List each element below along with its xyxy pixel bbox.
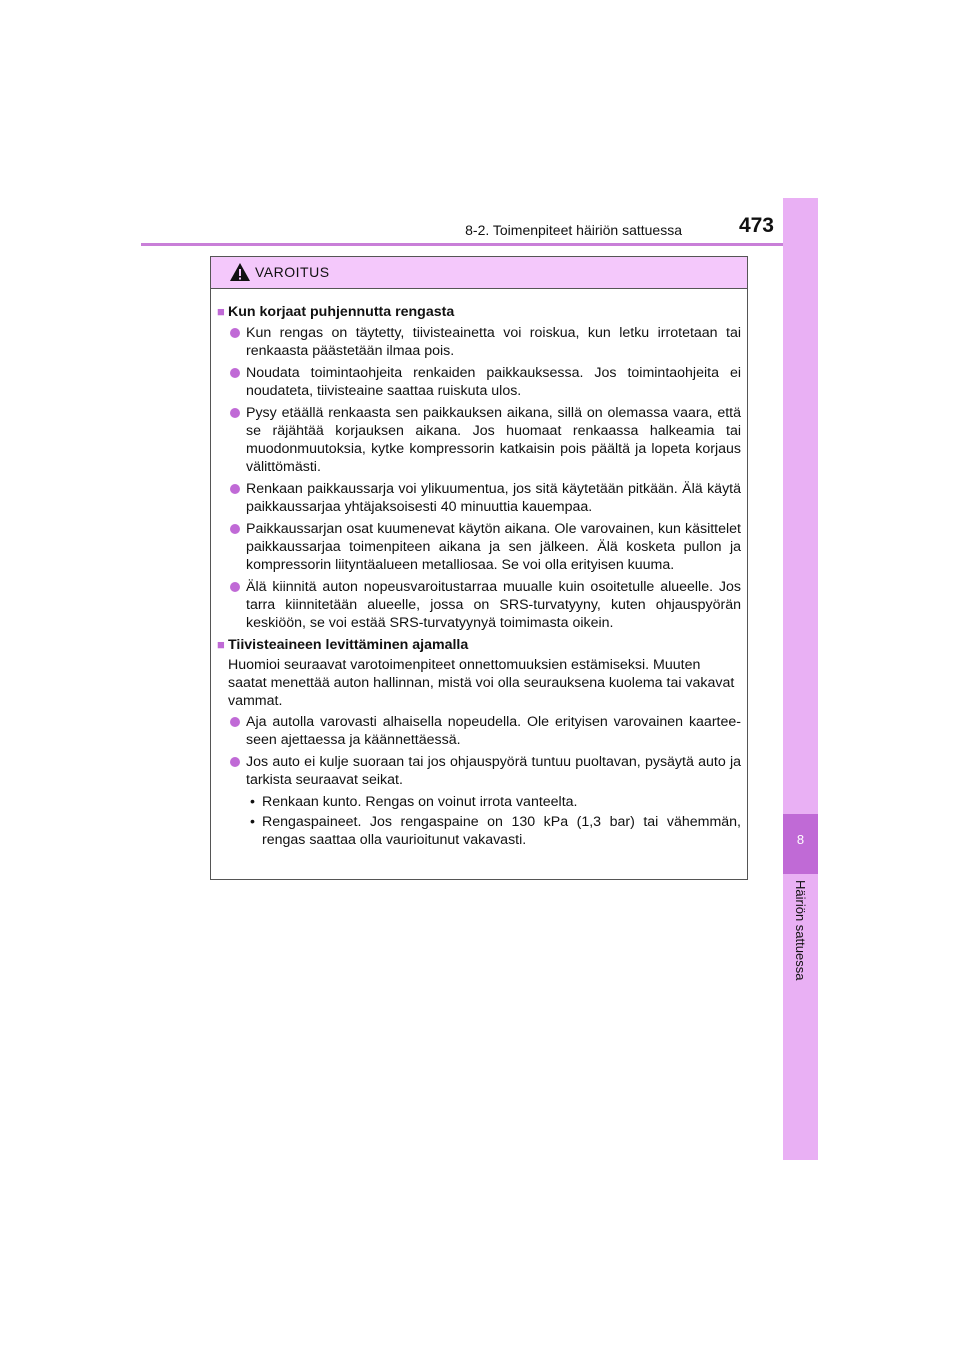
subheading: ■ Kun korjaat puhjennutta rengasta bbox=[217, 304, 455, 320]
bullet-dot-icon bbox=[230, 582, 240, 592]
list-item: Kun rengas on täytetty, tiivisteainetta voi roiskua, kun letku irrotetaan tai renkaasta päästetään ilmaa pois. bbox=[230, 324, 741, 360]
section-title: 8-2. Toimenpiteet häiriön sattuessa bbox=[465, 222, 682, 238]
bullet-dot-icon bbox=[230, 524, 240, 534]
sub-list-item: • Rengaspaineet. Jos rengaspaine on 130 kPa (1,3 bar) tai vähemmän, rengas saattaa olla vaurioitunut vakavasti. bbox=[250, 814, 741, 848]
list-item: Pysy etäällä renkaasta sen paikkauksen aikana, sillä on olemassa vaara, että se räjähtää korjauksen aikana. Jos huomaat renkaassa halkeamia tai muodonmuutoksia, kytke kompressorin katkaisin pois päältä ja lopeta korjaus välittömästi. bbox=[230, 404, 741, 476]
list-item: Älä kiinnitä auton nopeusvaroitustarraa muualle kuin osoitetulle alueelle. Jos tarra kiinnitetään alueelle, jossa on SRS-turvatyyny, kuten ohjauspyörän keskiöön, se voi estää SRS-turvatyynyä toimimasta oikein. bbox=[230, 578, 741, 632]
sub-list-item: • Renkaan kunto. Rengas on voinut irrota vanteelta. bbox=[250, 794, 578, 810]
sub-bullet-icon: • bbox=[250, 794, 255, 810]
bullet-dot-icon bbox=[230, 757, 240, 767]
warning-body bbox=[211, 289, 747, 849]
warning-triangle-icon bbox=[229, 262, 251, 282]
bullet-dot-icon bbox=[230, 368, 240, 378]
bullet-dot-icon bbox=[230, 717, 240, 727]
list-item: Paikkaussarjan osat kuumenevat käytön aikana. Ole varovainen, kun käsittelet paikkaussarjaa toimenpiteen aikana ja sen jälkeen. Älä kosketa pullon ja kompressorin liityntäalueen metalliosaa. Se voi olla erityisen kuuma. bbox=[230, 520, 741, 574]
bullet-dot-icon bbox=[230, 328, 240, 338]
header-rule bbox=[141, 243, 818, 246]
bullet-dot-icon bbox=[230, 408, 240, 418]
warning-box bbox=[210, 256, 748, 880]
page-number: 473 bbox=[738, 214, 774, 237]
square-bullet-icon: ■ bbox=[217, 637, 225, 652]
warning-header bbox=[211, 257, 747, 289]
list-item: Jos auto ei kulje suoraan tai jos ohjauspyörä tuntuu puoltavan, pysäytä auto ja tarkista seuraavat seikat. bbox=[230, 753, 741, 789]
list-item: Noudata toimintaohjeita renkaiden paikkauksessa. Jos toimintaohjeita ei noudateta, tiivisteaine saattaa ruiskuta ulos. bbox=[230, 364, 741, 400]
warning-label: VAROITUS bbox=[255, 264, 330, 280]
sub-bullet-icon: • bbox=[250, 814, 255, 830]
bullet-dot-icon bbox=[230, 484, 240, 494]
intro-text: Huomioi seuraavat varotoimenpiteet onnettomuuksien estämiseksi. Muuten saatat menettää auton hallinnan, mistä voi olla seurauksena kuolema tai vakavat vammat. bbox=[228, 657, 735, 709]
chapter-label: Häiriön sattuessa bbox=[793, 880, 808, 981]
chapter-number: 8 bbox=[796, 832, 805, 847]
list-item: Renkaan paikkaussarja voi ylikuumentua, jos sitä käytetään pitkään. Älä käytä paikkaussarjaa yhtäjaksoisesti 40 minuuttia kauempaa. bbox=[230, 480, 741, 516]
square-bullet-icon: ■ bbox=[217, 304, 225, 319]
chapter-side-tab bbox=[783, 198, 818, 1160]
subheading: ■ Tiivisteaineen levittäminen ajamalla bbox=[217, 637, 469, 653]
list-item: Aja autolla varovasti alhaisella nopeudella. Ole erityisen varovainen kaartee-seen ajettaessa ja käännettäessä. bbox=[230, 713, 741, 749]
